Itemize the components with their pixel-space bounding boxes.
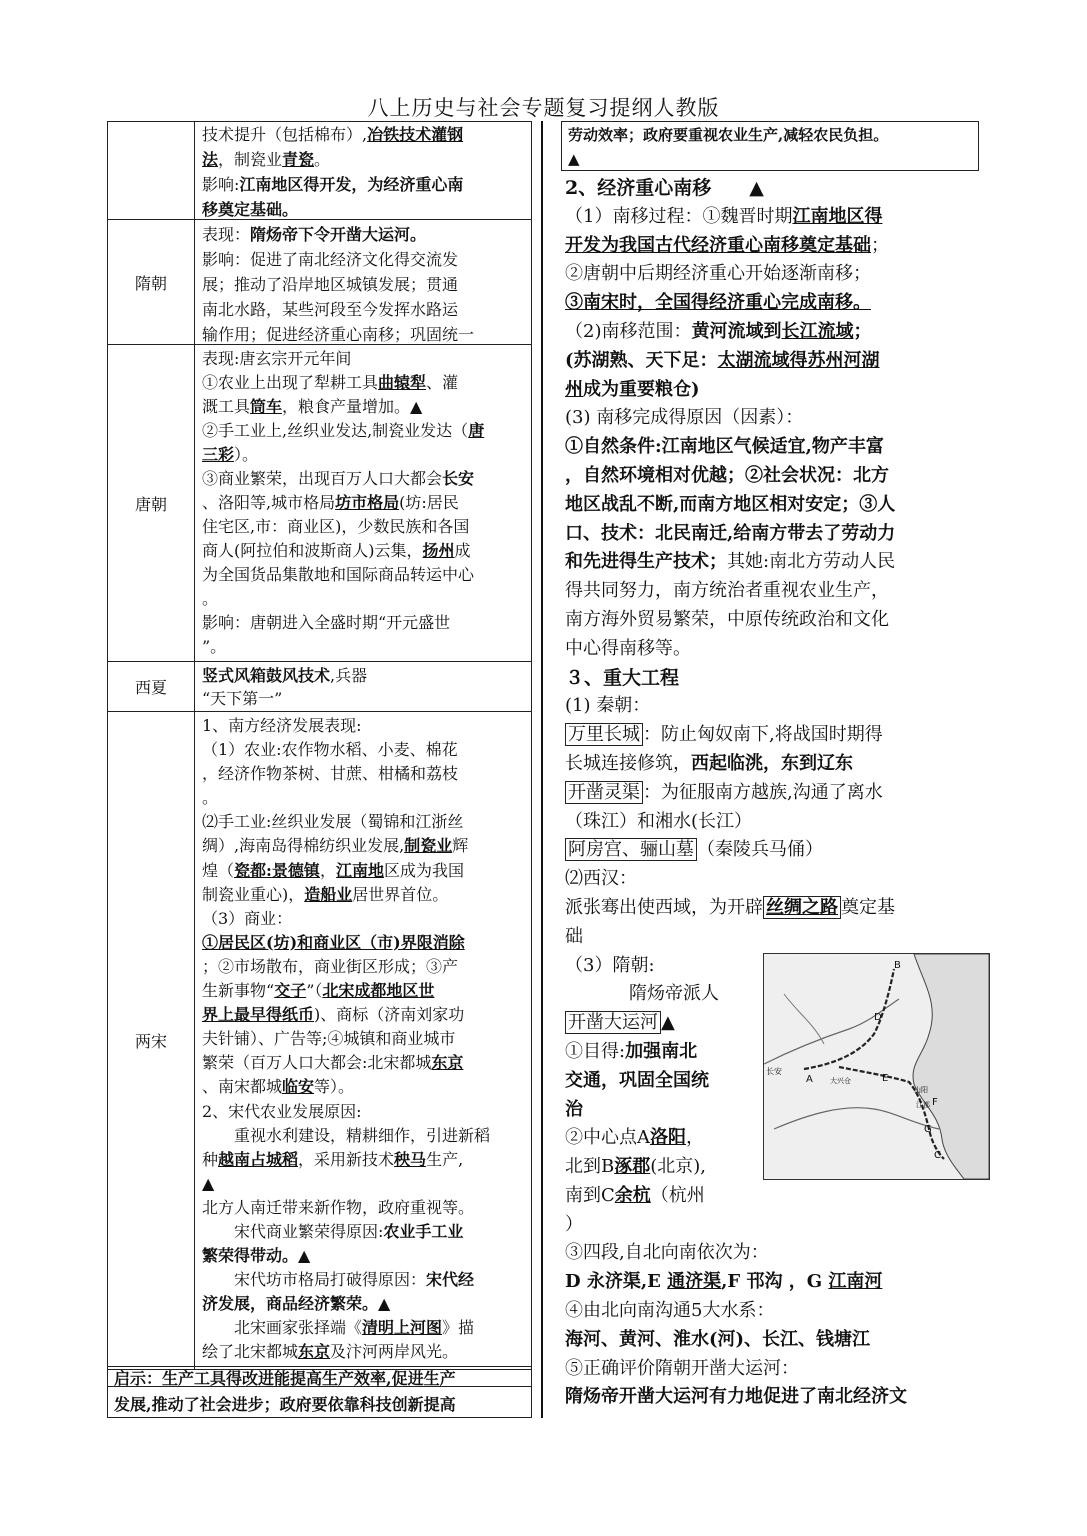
text: 长江流域 (781, 320, 854, 342)
text: 劳动效率；政府要重视农业生产,减轻农民负担。 (568, 126, 889, 144)
text: 隋炀帝下令开凿大运河。 (250, 225, 427, 244)
text: ③商业繁荣，出现百万人口大都会 (202, 469, 443, 488)
text: 、南宋都城 (202, 1077, 283, 1097)
text: ②中心点A (565, 1127, 650, 1149)
text: 越南占城稻 (218, 1149, 299, 1169)
map-label: A (806, 1074, 813, 1085)
text: 、灌 (426, 373, 459, 392)
insight-border (107, 1366, 532, 1418)
text: 东京 (431, 1053, 464, 1073)
text: 繁荣（百万人口大都会:北宋都城 (202, 1053, 432, 1073)
column-divider (541, 121, 543, 1418)
text: 东京 (298, 1342, 331, 1362)
text: ▲ (661, 1012, 675, 1034)
text: (坊:居民 (399, 493, 459, 512)
text: 住宅区,市：商业区)，少数民族和各国 (202, 517, 470, 536)
text: 溉工具 (202, 397, 251, 416)
section-heading: ３、重大工程 (565, 666, 680, 689)
text: 江南河 (828, 1271, 883, 1293)
dynasty-label: 隋朝 (108, 220, 195, 344)
text: 派张骞出使西域，为开辟 (565, 896, 763, 918)
text: ④由北向南沟通5大水系： (565, 1300, 775, 1322)
text: 西起临洮，东到辽东 (691, 752, 853, 774)
text: ⑵手工业:丝织业发展（蜀锦和江浙丝 (202, 812, 464, 832)
xixia-cell (202, 664, 527, 710)
text: 三彩 (202, 445, 235, 464)
song-cell (202, 714, 527, 1365)
text: ， (319, 860, 336, 880)
text: 长城连接修筑， (565, 752, 691, 774)
text: 影响: (202, 175, 240, 194)
text: ”。 (202, 637, 227, 656)
text: 曲辕犁 (378, 373, 427, 392)
text: （珠江）和湘水(长江） (565, 810, 753, 832)
text: 法 (202, 150, 219, 169)
table-row-tang (108, 344, 531, 661)
text: 农业手工业 (383, 1221, 464, 1241)
map-label: 江都 (916, 1101, 930, 1109)
text: 为全国货品集散地和国际商品转运中心 (202, 565, 475, 584)
boxed-term: 阿房宫、骊山墓 (565, 838, 697, 861)
text: 北宋画家张择端《 (234, 1318, 363, 1338)
text: 江南地 (335, 860, 384, 880)
map-label: G (924, 1124, 932, 1135)
text: 北方人南迁带来新作物，政府重视等。 (202, 1197, 475, 1217)
text: 宋代经 (426, 1270, 475, 1290)
text: 北宋成都地区世 (322, 981, 435, 1001)
text: 移奠定基础。 (202, 200, 299, 219)
continuation-box (561, 121, 979, 171)
text: )、商标（济南刘家功 (314, 1005, 465, 1025)
map-label: 大兴仓 (830, 1077, 851, 1085)
text: 瓷都:景德镇 (234, 860, 320, 880)
text: 商人(阿拉伯和波斯商人)云集， (202, 541, 423, 560)
text: 界上最早得纸币 (202, 1005, 315, 1025)
text: ③四段,自北向南依次为： (565, 1242, 769, 1264)
text: 通济渠 (667, 1271, 722, 1293)
text: 制瓷业 (404, 836, 453, 856)
text: ） (565, 1213, 583, 1235)
text: 清明上河图 (362, 1318, 443, 1338)
text: 得共同努力，南方统治者重视农业生产， (565, 580, 889, 602)
text: 》描 (442, 1318, 475, 1338)
text: （杭州 (650, 1184, 705, 1206)
table-row-continuation (108, 122, 531, 219)
text: ，自然环境相对优越；②社会状况：北方 (565, 464, 889, 486)
text: ，采用新技术 (298, 1149, 395, 1169)
text: 和先进得生产技术； (565, 551, 727, 573)
text: 长安 (442, 469, 475, 488)
table-row-sui (108, 219, 531, 344)
text: 表现:唐玄宗开元年间 (202, 349, 352, 368)
text: （2)南移范围： (565, 320, 692, 342)
text: 造船业 (304, 884, 353, 904)
text: D 永济渠,E (565, 1271, 668, 1293)
map-label: E (882, 1073, 889, 1084)
text: 生产, (426, 1149, 464, 1169)
text: 秧马 (394, 1149, 427, 1169)
page-title: 八上历史与社会专题复习提纲人教版 (367, 96, 720, 120)
map-label: F (932, 1097, 938, 1108)
dynasty-label: 两宋 (108, 712, 195, 1369)
text: ②手工业上,丝织业发达,制瓷业发达（ (202, 421, 469, 440)
text: 启示：生产工具得改进能提高生产效率,促进生产 (114, 1369, 456, 1388)
boxed-term: 丝绸之路 (763, 896, 841, 919)
text: 其她:南北方劳动人民 (727, 551, 896, 573)
text: 洛阳 (650, 1127, 686, 1149)
grand-canal-map (763, 953, 990, 1180)
text: ； (871, 234, 889, 256)
text: ⑤正确评价隋朝开凿大运河： (565, 1357, 799, 1379)
text: ▲ (568, 150, 580, 168)
text: ▲ (298, 1246, 311, 1266)
text: 成为重要粮仓) (583, 378, 700, 400)
text: ▲ (202, 1173, 215, 1193)
text: 扬州 (422, 541, 455, 560)
text: 础 (565, 925, 583, 947)
map-label: C (934, 1150, 941, 1161)
table-row-xixia (108, 661, 531, 711)
text: 中心得南移等。 (565, 637, 691, 659)
text: 治 (565, 1098, 583, 1120)
text: 繁荣得带动。 (202, 1246, 299, 1266)
text: 表现： (202, 225, 251, 244)
text: (苏湖熟、天下足： (565, 349, 718, 371)
text: 州 (565, 378, 583, 400)
text: 南北水路，某些河段至今发挥水路运 (202, 300, 459, 319)
text: 黄河流域到 (691, 320, 782, 342)
text: ，经济作物茶树、甘蔗、柑橘和荔枝 (202, 764, 459, 784)
text: 区成为我国 (383, 860, 464, 880)
text: 济发展，商品经济繁荣。 (202, 1294, 379, 1314)
text: （1）农业:农作物水稻、小麦、棉花 (202, 740, 458, 760)
text: 影响：唐朝进入全盛时期“开元盛世 (202, 613, 451, 632)
text: 江南地区得 (792, 205, 883, 227)
text: 北到B (565, 1156, 615, 1178)
text: 发展,推动了社会进步；政府要依靠科技创新提高 (114, 1395, 456, 1414)
text: 2、宋代农业发展原因: (202, 1101, 362, 1121)
text: 江南地区得开发，为经济重心南 (239, 175, 464, 194)
text: ②唐朝中后期经济重心开始逐渐南移； (565, 263, 871, 285)
text: ①自然条件:江南地区气候适宜,物产丰富 (565, 436, 884, 458)
text: ，粮食产量增加。▲ (282, 397, 423, 416)
text: 太湖流域得苏州河湖 (717, 349, 880, 371)
text: (北京), (650, 1156, 707, 1178)
text: 。 (314, 150, 331, 169)
text: ， (686, 1127, 704, 1149)
boxed-term: 开凿灵渠 (565, 781, 643, 804)
text: 口、技术：北民南迁,给南方带去了劳动力 (565, 522, 896, 544)
text: （1）南移过程：①魏晋时期 (565, 205, 793, 227)
text: 输作用；促进经济重心南移；巩固统一 (202, 325, 475, 344)
text: 交通，巩固全国统 (565, 1069, 709, 1091)
text: ,兵器 (330, 666, 368, 685)
text: 涿郡 (614, 1156, 651, 1178)
text: （秦陵兵马俑） (697, 839, 823, 861)
text: ③南宋时，全国得经济重心完成南移。 (565, 292, 871, 314)
text: 宋代坊市格局打破得原因： (234, 1270, 427, 1290)
map-label: B (894, 960, 901, 971)
sui-cell (202, 222, 527, 347)
text: 开发为我国古代经济重心南移奠定基础 (565, 234, 871, 256)
text: （3）商业： (202, 908, 293, 928)
text: (3) 南移完成得原因（因素）： (565, 407, 804, 429)
text: 南到C (565, 1184, 615, 1206)
section-heading: 2、经济重心南移 ▲ (565, 177, 764, 199)
text: 南方海外贸易繁荣，中原传统政治和文化 (565, 608, 889, 630)
text: 奠定基 (841, 896, 895, 918)
text: 、洛阳等,城市格局 (202, 493, 336, 512)
text: 地区战乱不断,而南方地区相对安定；③人 (565, 493, 896, 515)
text: 余杭 (614, 1184, 651, 1206)
dynasty-label: 西夏 (108, 662, 195, 711)
text: 夫针铺）、广告等;④城镇和商业城市 (202, 1029, 456, 1049)
text: 及汴河两岸风光。 (330, 1342, 459, 1362)
text: ▲ (378, 1294, 391, 1314)
text: 筒车 (250, 397, 283, 416)
text: （3）隋朝: (565, 954, 655, 976)
text: 等）。 (314, 1077, 355, 1097)
text: 辉 (452, 836, 469, 856)
text: 隋炀帝开凿大运河有力地促进了南北经济文 (565, 1386, 907, 1408)
text: 制瓷业重心)， (202, 884, 305, 904)
text: 青瓷 (282, 150, 315, 169)
text: 临安 (282, 1077, 315, 1097)
text: 交子 (274, 981, 307, 1001)
text: 竖式风箱鼓风技术 (202, 666, 331, 685)
text: ：防止匈奴南下,将战国时期得 (643, 724, 883, 746)
text: 海河、黄河、淮水(河)、长江、钱塘江 (565, 1328, 871, 1350)
text: ）。 (234, 445, 259, 464)
boxed-term: 开凿大运河 (565, 1011, 661, 1034)
text: ：为征服南方越族,沟通了离水 (643, 781, 883, 803)
text: 宋代商业繁荣得原因: (234, 1221, 384, 1241)
text: 隋炀帝派人 (629, 983, 719, 1005)
text: 。 (202, 788, 219, 808)
tang-cell (202, 347, 527, 659)
text: 绘了北宋都城 (202, 1342, 299, 1362)
text: 加强南北 (625, 1040, 698, 1062)
text: 冶铁技术灌钢 (367, 125, 464, 144)
text: ； (853, 320, 872, 342)
dynasty-label: 唐朝 (108, 345, 195, 661)
text: ①居民区(坊)和商业区（市)界限消除 (202, 932, 465, 952)
text: 影响：促进了南北经济文化得交流发 (202, 250, 459, 269)
text: 。 (202, 589, 219, 608)
text: (1) 秦朝： (565, 695, 651, 717)
text: ,F 邗沟 ，G (721, 1271, 829, 1293)
text: 1、南方经济发展表现: (202, 716, 362, 735)
text: 居世界首位。 (352, 884, 449, 904)
dynasty-cell-empty (108, 122, 195, 219)
right-column (565, 174, 975, 1412)
text: 唐 (468, 421, 485, 440)
map-label: 山阳 (914, 1086, 928, 1094)
boxed-term: 万里长城 (565, 723, 643, 746)
map-label: D (874, 1012, 882, 1023)
text: 坊市格局 (335, 493, 400, 512)
text: 技术提升（包括棉布）, (202, 125, 368, 144)
text: 重视水利建设，精耕细作，引进新稻 (234, 1125, 491, 1145)
text: “天下第一” (202, 689, 283, 708)
map-drawing (764, 954, 989, 1179)
text: ①目得: (565, 1040, 626, 1062)
map-label: 长安 (766, 1067, 782, 1076)
text: ；②市场散布，商业街区形成；③产 (202, 956, 459, 976)
text: 绸）,海南岛得棉纺织业发展, (202, 836, 405, 856)
dynasty-table (107, 121, 532, 1387)
text: 种 (202, 1149, 219, 1169)
text: 成 (454, 541, 471, 560)
text: 生新事物“ (202, 981, 275, 1001)
table-row-song (108, 711, 531, 1369)
text: ⑵西汉： (565, 868, 637, 890)
text: ，制瓷业 (218, 150, 283, 169)
text: ①农业上出现了犁耕工具 (202, 373, 379, 392)
continuation-cell (202, 122, 527, 222)
text: 煌（ (202, 860, 235, 880)
text: ”（ (306, 981, 323, 1001)
text: 展；推动了沿岸地区城镇发展；贯通 (202, 275, 459, 294)
